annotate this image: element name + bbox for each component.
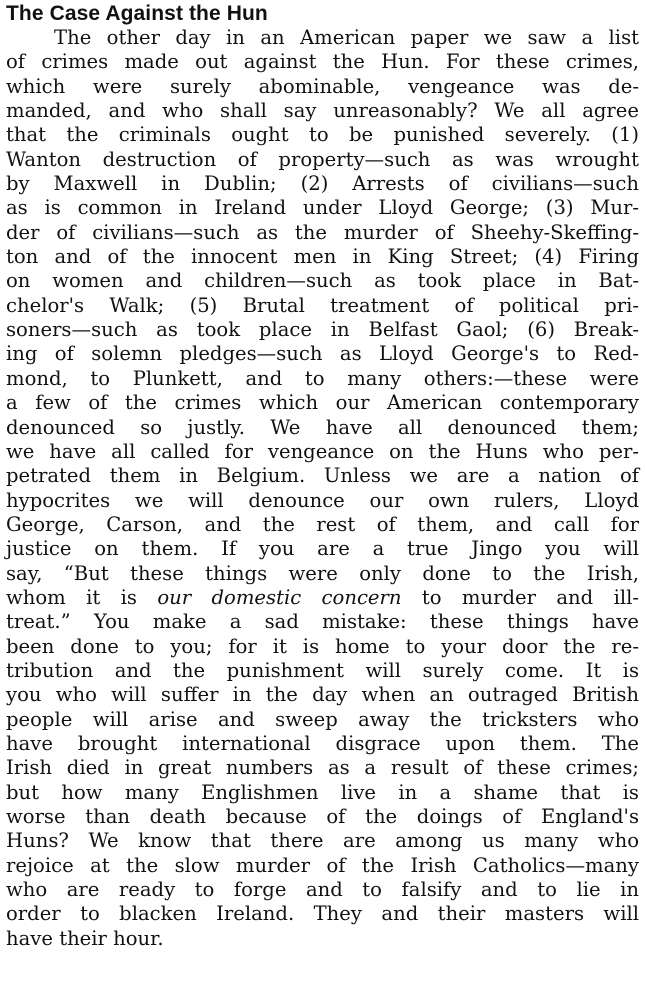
- article-line-text: to murder and ill-: [401, 585, 639, 609]
- article-line-text: whom it is: [6, 585, 158, 609]
- article-line: have their hour.: [6, 926, 164, 950]
- article-title: The Case Against the Hun: [6, 2, 268, 25]
- article-line: ing of solemn pledges—such as Lloyd George's to Red-: [6, 342, 639, 366]
- article-line: we have all called for vengeance on the Huns who per-: [6, 439, 639, 463]
- article-line: on women and children—such as took place in Bat-: [6, 269, 639, 293]
- article-line: rejoice at the slow murder of the Irish Catholics—many: [6, 853, 639, 877]
- article-line: der of civilians—such as the murder of Sheehy-Skeffing-: [6, 220, 639, 244]
- article-line-emphasis: our domestic concern: [157, 585, 402, 609]
- article-line: that the criminals ought to be punished severely. (1): [6, 123, 639, 147]
- article-line: denounced so justly. We have all denounced them;: [6, 415, 639, 439]
- article-line: by Maxwell in Dublin; (2) Arrests of civilians—such: [6, 172, 639, 196]
- article-line: you who will suffer in the day when an outraged British: [6, 683, 639, 707]
- article-line: of crimes made out against the Hun. For these crimes,: [6, 50, 639, 74]
- article-line: petrated them in Belgium. Unless we are a nation of: [6, 464, 639, 488]
- article-line: [6, 586, 639, 610]
- article-line: George, Carson, and the rest of them, and call for: [6, 512, 639, 536]
- article-line: Wanton destruction of property—such as was wrought: [6, 147, 639, 171]
- article-line: ton and of the innocent men in King Street; (4) Firing: [6, 245, 639, 269]
- article-line: been done to you; for it is home to your door the re-: [6, 634, 639, 658]
- article-line: tribution and the punishment will surely come. It is: [6, 658, 639, 682]
- article-line: chelor's Walk; (5) Brutal treatment of political pri-: [6, 293, 639, 317]
- article-line: manded, and who shall say unreasonably? We all agree: [6, 99, 639, 123]
- article-line: people will arise and sweep away the tricksters who: [6, 707, 639, 731]
- article-line: a few of the crimes which our American contemporary: [6, 391, 639, 415]
- article-line: Huns? We know that there are among us many who: [6, 829, 639, 853]
- article-line: justice on them. If you are a true Jingo you will: [6, 537, 639, 561]
- article-line: order to blacken Ireland. They and their masters will: [6, 902, 639, 926]
- article-line: worse than death because of the doings of England's: [6, 805, 639, 828]
- article-line: which were surely abominable, vengeance was de-: [6, 74, 639, 98]
- article-body: [6, 26, 639, 951]
- article-line: as is common in Ireland under Lloyd George; (3) Mur-: [6, 196, 639, 220]
- article-line: Irish died in great numbers as a result of these crimes;: [6, 756, 639, 780]
- article-line: treat.” You make a sad mistake: these things have: [6, 610, 639, 634]
- article-line: mond, to Plunkett, and to many others:—these were: [6, 366, 639, 390]
- article-line: soners—such as took place in Belfast Gaol; (6) Break-: [6, 318, 639, 342]
- article-line: The other day in an American paper we saw a list: [54, 26, 639, 49]
- article-line: hypocrites we will denounce our own rulers, Lloyd: [6, 488, 639, 512]
- article-line: but how many Englishmen live in a shame that is: [6, 780, 639, 804]
- article-line: who are ready to forge and to falsify and to lie in: [6, 878, 639, 902]
- article-line: say, “But these things were only done to the Irish,: [6, 561, 639, 585]
- article-line: have brought international disgrace upon them. The: [6, 731, 639, 755]
